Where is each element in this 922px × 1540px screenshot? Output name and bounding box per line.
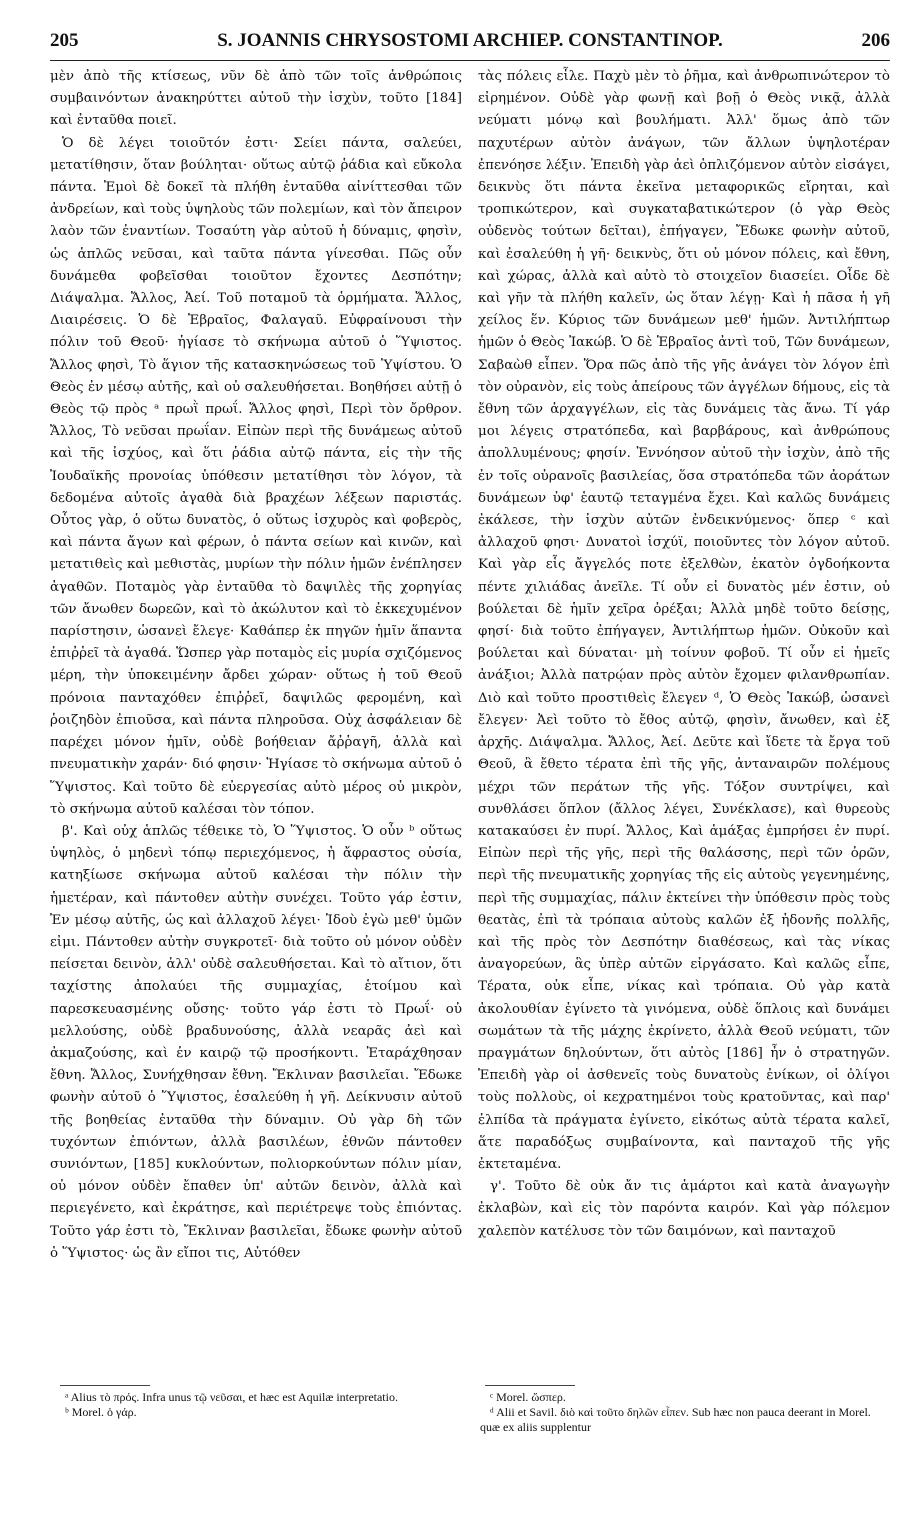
left-column (50, 66, 462, 1265)
running-header (50, 30, 890, 58)
header-rule (50, 60, 890, 61)
right-paragraph-2: γ'. Τοῦτο δὲ οὐκ ἄν τις ἁμάρτοι καὶ κατὰ ἀναγωγὴν ἐκλαβὼν, καὶ εἰς τὸν παρόντα καιρόν. Καὶ γὰρ πόλεμον χαλεπὸν κατέλυσε τὸν τῶν δαιμόνων, καὶ πανταχοῦ (478, 1179, 890, 1239)
left-paragraph-1: μὲν ἀπὸ τῆς κτίσεως, νῦν δὲ ἀπὸ τῶν τοῖς ἀνθρώποις συμβαινόντων ἀνακηρύττει αὐτοῦ τὴν ἰσχὺν, τοῦτο [184] καὶ ἐνταῦθα ποιεῖ. (50, 69, 462, 129)
running-title: S. JOANNIS CHRYSOSTOMI ARCHIEP. CONSTANTINOP. (217, 30, 723, 51)
footnote-b: ᵇ Morel. ὁ γάρ. (65, 1405, 137, 1419)
footnote-c: ᶜ Morel. ὥσπερ. (490, 1390, 566, 1404)
footnote-rule-right (485, 1385, 575, 1386)
footnotes-right (480, 1390, 880, 1435)
footnote-d: ᵈ Alii et Savil. διὸ καὶ τοῦτο δηλῶν εἶπεν. Sub hæc non pauca deerant in Morel. quæ ex aliis supplentur (480, 1405, 871, 1434)
left-paragraph-3: β'. Καὶ οὐχ ἁπλῶς τέθεικε τὸ, Ὁ Ὕψιστος. Ὁ οὖν ᵇ οὕτως ὑψηλὸς, ὁ μηδενὶ τόπῳ περιεχόμενος, ἡ ἄφραστος οὐσία, κατηξίωσε σκήνωμα αὐτοῦ καλέσαι τὴν πόλιν τὴν ἡμετέραν, καὶ πάντοθεν αὐτὴν συνέχει. Τοῦτο γάρ ἐστιν, Ἐν μέσῳ αὐτῆς, ὡς καὶ ἀλλαχοῦ λέγει· Ἰδοὺ ἐγὼ μεθ' ὑμῶν εἰμι. Πάντοθεν αὐτὴν συγκροτεῖ· διὰ τοῦτο οὐ μόνον οὐδὲν πείσεται δεινὸν, ἀλλ' οὐδὲ σαλευθήσεται. Καὶ τὸ αἴτιον, ὅτι ταχίστης ἀπολαύει τῆς συμμαχίας, ἑτοίμου καὶ παρεσκευασμένης οὔσης· τοῦτο γάρ ἐστι τὸ Πρωΐ· οὐ μελλούσης, οὐδὲ βραδυνούσης, ἀλλὰ νεαρᾶς ἀεὶ καὶ ἀκμαζούσης, καὶ ἐν καιρῷ τῷ προσήκοντι. Ἐταράχθησαν ἔθνη. Ἄλλος, Συνήχθησαν ἔθνη. Ἔκλιναν βασιλεῖαι. Ἔδωκε φωνὴν αὐτοῦ ὁ Ὕψιστος, ἐσαλεύθη ἡ γῆ. Δείκνυσιν αὐτοῦ τῆς βοηθείας ἐνταῦθα τὴν δύναμιν. Οὐ γὰρ δὴ τῶν τυχόντων ἐπιόντων, ἀλλὰ βασιλέων, ἐθνῶν πάντοθεν συνιόντων, [185] κυκλούντων, πολιορκούντων πόλιν μίαν, οὐ μόνον οὐδὲν ἔπαθεν ὑπ' αὐτῶν δεινὸν, ἀλλὰ καὶ περιεγένετο, καὶ ἐκράτησε, καὶ περιέτρεψε τοὺς ἐπιόντας. Τοῦτο γάρ ἐστι τὸ, Ἔκλιναν βασιλεῖαι, ἔδωκε φωνὴν αὐτοῦ ὁ Ὕψιστος· ὡς ἂν εἴποι τις, Αὐτόθεν (50, 823, 462, 1261)
page-number-right: 206 (861, 30, 890, 51)
right-column (478, 66, 890, 1243)
footnotes-left (55, 1390, 455, 1420)
page-number-left: 205 (50, 30, 79, 51)
footnote-rule-left (60, 1385, 150, 1386)
right-paragraph-1: τὰς πόλεις εἷλε. Παχὺ μὲν τὸ ῥῆμα, καὶ ἀνθρωπινώτερον τὸ εἰρημένον. Οὐδὲ γὰρ φωνῇ καὶ βοῇ ὁ Θεὸς νικᾷ, ἀλλὰ νεύματι μόνῳ καὶ βουλήματι. Ἀλλ' ὅμως ἀπὸ τῶν παχυτέρων αὐτὸν ἀνάγων, τῶν ἄλλων ὑψηλοτέραν ἐπενόησε λέξιν. Ἐπειδὴ γὰρ ἀεὶ ὁπλιζόμενον αὐτὸν εἰσάγει, δεικνὺς ὅτι πάντα ἐκεῖνα μεταφορικῶς εἴρηται, καὶ τροπικώτερον, καὶ συγκαταβατικώτερον (ὁ γὰρ Θεὸς οὐδενὸς τούτων δεῖται), ἐπήγαγεν, Ἔδωκε φωνὴν αὐτοῦ, καὶ ἐσαλεύθη ἡ γῆ· δεικνὺς, ὅτι οὐ μόνον πόλεις, καὶ ἔθνη, καὶ χώρας, ἀλλὰ καὶ αὐτὸ τὸ στοιχεῖον διασείει. Οἶδε δὲ καὶ γῆν τὰ πλήθη καλεῖν, ὡς ὅταν λέγῃ· Καὶ ἡ πᾶσα ἡ γῆ χείλος ἕν. Κύριος τῶν δυνάμεων μεθ' ἡμῶν. Ἀντιλήπτωρ ἡμῶν ὁ Θεὸς Ἰακώβ. Ὁ δὲ Ἑβραῖος ἀντὶ τοῦ, Τῶν δυνάμεων, Σαβαὼθ εἶπεν. Ὅρα πῶς ἀπὸ τῆς γῆς ἀνάγει τὸν λόγον ἐπὶ τὸν οὐρανὸν, εἰς τοὺς ἀπείρους τῶν ἀγγέλων δήμους, εἰς τὰ ἔθνη τῶν ἀρχαγγέλων, εἰς τὰς δυνάμεις τὰς ἄνω. Τί γάρ μοι λέγεις στρατόπεδα, καὶ βαρβάρους, καὶ ἀνθρώπους ἀπολλυμένους; φησίν. Ἐννόησον αὐτοῦ τὴν ἰσχὺν, ἀπὸ τῆς ἐν τοῖς οὐρανοῖς βασιλείας, ὅσα στρατόπεδα τῶν ἀοράτων δυνάμεων ὑφ' ἑαυτῷ τεταγμένα ἔχει. Καὶ καλῶς δυνάμεις ἐκάλεσε, τὴν ἰσχὺν αὐτῶν ἐνδεικνύμενος· ὅπερ ᶜ καὶ ἀλλαχοῦ φησι· Δυνατοὶ ἰσχύϊ, ποιοῦντες τὸν λόγον αὐτοῦ. Καὶ γὰρ εἷς ἄγγελός ποτε ἐξελθὼν, ἑκατὸν ὀγδοήκοντα πέντε χιλιάδας ἀνεῖλε. Τί οὖν εἰ δυνατὸς μέν ἐστιν, οὐ βούλεται δὲ ἡμῖν χεῖρα ὀρέξαι; Ἀλλὰ μηδὲ τοῦτο δείσῃς, φησί· διὰ τοῦτο ἐπήγαγεν, Ἀντιλήπτωρ ἡμῶν. Οὐκοῦν καὶ βούλεται καὶ δύναται· μὴ τοίνυν φοβοῦ. Τί οὖν εἰ ἡμεῖς ἀνάξιοι; Ἀλλὰ πατρῴαν πρὸς αὐτὸν ἔχομεν φιλανθρωπίαν. Διὸ καὶ τοῦτο προστιθεὶς ἔλεγεν ᵈ, Ὁ Θεὸς Ἰακώβ, ὡσανεὶ ἔλεγεν· Ἀεὶ τοῦτο τὸ ἔθος αὐτῷ, φησὶν, ἄνωθεν, καὶ ἐξ ἀρχῆς. Διάψαλμα. Ἄλλος, Ἀεί. Δεῦτε καὶ ἴδετε τὰ ἔργα τοῦ Θεοῦ, ἃ ἔθετο τέρατα ἐπὶ τῆς γῆς, ἀνταναιρῶν πολέμους μέχρι τῶν περάτων τῆς γῆς. Τόξον συντρίψει, καὶ συνθλάσει ὅπλον (ἄλλος λέγει, Συνέκλασε), καὶ θυρεοὺς κατακαύσει ἐν πυρί. Ἄλλος, Καὶ ἁμάξας ἐμπρήσει ἐν πυρί. Εἰπὼν περὶ τῆς γῆς, περὶ τῆς θαλάσσης, περὶ τῶν ὀρῶν, περὶ τῆς πνευματικῆς χορηγίας τῆς εἰς αὐτοὺς γεγενημένης, περὶ τῆς συμμαχίας, πάλιν ἐκτείνει τὴν ὑπόθεσιν πρὸς τοὺς θεατὰς, ἐπὶ τὰ τρόπαια αὐτοὺς καλῶν ἐξ ἡδονῆς πολλῆς, καὶ τῆς πρὸς τὸν Δεσπότην διαθέσεως, καὶ τὰς νίκας ἀναγορεύων, ἃς ὑπὲρ αὐτῶν εἰργάσατο. Καὶ καλῶς εἶπε, Τέρατα, οὐκ εἶπε, νίκας καὶ τρόπαια. Οὐ γὰρ κατὰ ἀκολουθίαν ἐγίνετο τὰ γινόμενα, οὐδὲ ὅπλοις καὶ δυνάμει σωμάτων τὰ τῆς μάχης ἐκρίνετο, ἀλλὰ Θεοῦ νεύματι, τῶν πραγμάτων δηλούντων, ὅτι αὐτὸς [186] ἦν ὁ στρατηγῶν. Ἐπειδὴ γὰρ οἱ ἀσθενεῖς τοὺς δυνατοὺς ἐνίκων, οἱ ὀλίγοι τοὺς πολλοὺς, οἱ κεχρατημένοι τοὺς κρατοῦντας, καὶ παρ' ἐλπίδα τὰ πράγματα ἐγίνετο, εἰκότως αὐτὰ τέρατα καλεῖ, ἅτε παραδόξως συμβαίνοντα, καὶ πανταχοῦ τῆς γῆς ἐκτεταμένα. (478, 69, 890, 1172)
left-paragraph-2: Ὁ δὲ λέγει τοιοῦτόν ἐστι· Σείει πάντα, σαλεύει, μετατίθησιν, ὅταν βούληται· οὕτως αὐτῷ ῥάδια καὶ εὔκολα πάντα. Ἐμοὶ δὲ δοκεῖ τὰ πλήθη ἐνταῦθα αἰνίττεσθαι τῶν ἀνδρείων, καὶ τοὺς ὑψηλοὺς τῶν πολεμίων, καὶ τὸν ἄπειρον λαὸν τῶν ἐναντίων. Τοσαύτη γὰρ αὐτοῦ ἡ δύναμις, φησὶν, ὡς ἁπλῶς νεῦσαι, καὶ ταῦτα πάντα γίνεσθαι. Πῶς οὖν δυνάμεθα φοβεῖσθαι τοιοῦτον ἔχοντες Δεσπότην; Διάψαλμα. Ἄλλος, Ἀεί. Τοῦ ποταμοῦ τὰ ὁρμήματα. Ἄλλος, Διαιρέσεις. Ὁ δὲ Ἑβραῖος, Φαλαγαῦ. Εὐφραίνουσι τὴν πόλιν τοῦ Θεοῦ· ἡγίασε τὸ σκήνωμα αὐτοῦ ὁ Ὕψιστος. Ἄλλος φησὶ, Τὸ ἅγιον τῆς κατασκηνώσεως τοῦ Ὑψίστου. Ὁ Θεὸς ἐν μέσῳ αὐτῆς, καὶ οὐ σαλευθήσεται. Βοηθήσει αὐτῇ ὁ Θεὸς τῷ πρὸς ᵃ πρωῒ πρωΐ. Ἄλλος φησὶ, Περὶ τὸν ὄρθρον. Ἄλλος, Τὸ νεῦσαι πρωΐαν. Εἰπὼν περὶ τῆς δυνάμεως αὐτοῦ καὶ τῆς ἰσχύος, καὶ ὅτι ῥάδια αὐτῷ πάντα, εἰς τὴν τῆς Ἰουδαϊκῆς προνοίας ὑπόθεσιν μετατίθησι τὸν λόγον, τὰ δεδομένα αὐτοῖς ἀγαθὰ διὰ βραχέων λέξεων παριστάς. Οὗτος γὰρ, ὁ οὕτω δυνατὸς, ὁ οὕτως ἰσχυρὸς καὶ φοβερὸς, καὶ πάντα ἄγων καὶ φέρων, ὁ πάντα σείων καὶ κινῶν, καὶ μετατιθεὶς καὶ μεθιστὰς, μυρίων τὴν πόλιν ἡμῶν ἐνέπλησεν ἀγαθῶν. Ποταμὸς γὰρ ἐνταῦθα τὸ δαψιλὲς τῆς χορηγίας τῶν ἄνωθεν δωρεῶν, καὶ τὸ ἀκώλυτον καὶ τὸ ἐκκεχυμένον παρίστησιν, ὡσανεὶ ἔλεγε· Καθάπερ ἐκ πηγῶν ἡμῖν ἅπαντα ἐπιῤῥεῖ τὰ ἀγαθά. Ὥσπερ γὰρ ποταμὸς εἰς μυρία σχιζόμενος μέρη, τὴν ὑποκειμένην ἄρδει χώραν· οὕτως ἡ τοῦ Θεοῦ πρόνοια πανταχόθεν ἐπιῤῥεῖ, δαψιλῶς φερομένη, καὶ ῥοιζηδὸν ἐπιοῦσα, καὶ πάντα πληροῦσα. Οὐχ ἀσφάλειαν δὲ παρέχει μόνον ἡμῖν, οὐδὲ βοήθειαν ἄῤῥαγῆ, ἀλλὰ καὶ πνευματικὴν χαράν· διό φησιν· Ἡγίασε τὸ σκήνωμα αὐτοῦ ὁ Ὕψιστος. Καὶ τοῦτο δὲ εὐεργεσίας αὐτὸ μέρος οὐ μικρὸν, τὸ σκήνωμα αὐτοῦ καλέσαι τὸν τόπον. (50, 135, 462, 817)
footnote-a: ᵃ Alius τὸ πρός. Infra unus τῷ νεῦσαι, et hæc est Aquilæ interpretatio. (65, 1390, 398, 1404)
